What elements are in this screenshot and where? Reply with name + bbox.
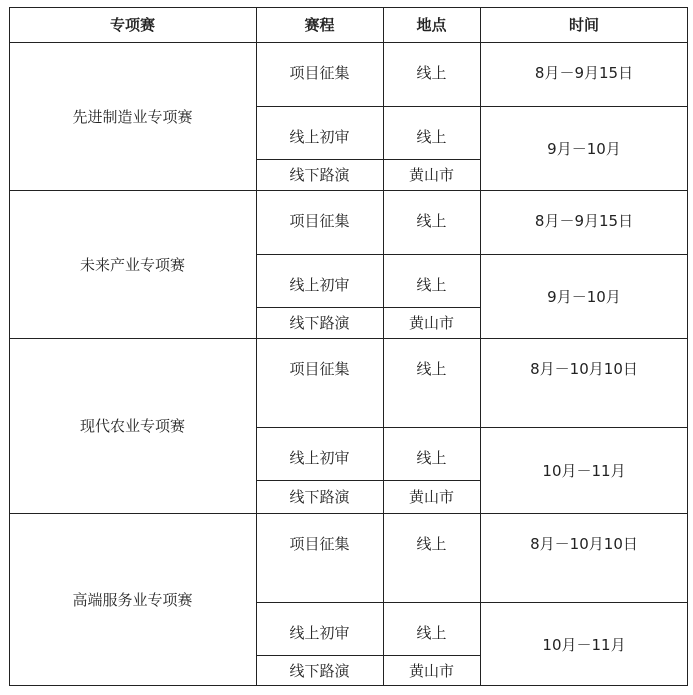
header-time: 时间 (568, 16, 599, 34)
stage-cell: 项目征集 (289, 64, 350, 82)
time-cell: 8月－9月15日 (534, 64, 634, 82)
header-category: 专项赛 (109, 16, 155, 34)
location-cell: 线上 (416, 360, 447, 378)
location-cell: 线上 (416, 276, 447, 294)
stage-cell: 线下路演 (289, 166, 350, 184)
location-cell: 黄山市 (408, 314, 454, 332)
location-cell: 线上 (416, 449, 447, 467)
location-cell: 线上 (416, 212, 447, 230)
location-cell: 线上 (416, 64, 447, 82)
category-name: 先进制造业专项赛 (72, 107, 193, 126)
stage-cell: 线下路演 (289, 314, 350, 332)
row-divider (256, 480, 480, 481)
row-divider (256, 159, 480, 160)
header-stage: 赛程 (304, 16, 335, 34)
row-divider (256, 655, 480, 656)
location-cell: 黄山市 (408, 662, 454, 680)
stage-cell: 项目征集 (289, 212, 350, 230)
location-cell: 黄山市 (408, 166, 454, 184)
stage-cell: 线下路演 (289, 662, 350, 680)
time-cell: 9月－10月 (547, 139, 621, 158)
category-name: 现代农业专项赛 (79, 417, 185, 435)
category-name: 高端服务业专项赛 (72, 591, 193, 609)
competition-schedule-table (9, 7, 688, 686)
stage-cell: 线上初审 (289, 449, 350, 467)
stage-cell: 线上初审 (289, 128, 350, 146)
time-cell: 10月－11月 (542, 461, 626, 480)
stage-cell: 项目征集 (289, 360, 350, 378)
header-location: 地点 (416, 16, 447, 34)
location-cell: 线上 (416, 128, 447, 146)
stage-cell: 线上初审 (289, 624, 350, 642)
location-cell: 黄山市 (408, 488, 454, 506)
stage-cell: 线下路演 (289, 488, 350, 506)
time-cell: 9月－10月 (547, 287, 621, 306)
time-cell: 8月－10月10日 (530, 535, 638, 553)
row-divider (256, 254, 688, 255)
table-top-border (9, 7, 688, 8)
time-cell: 8月－10月10日 (530, 360, 638, 378)
stage-cell: 线上初审 (289, 276, 350, 294)
location-cell: 线上 (416, 624, 447, 642)
stage-cell: 项目征集 (289, 535, 350, 553)
row-divider (256, 427, 688, 428)
row-divider (256, 307, 480, 308)
category-name: 未来产业专项赛 (79, 255, 185, 274)
row-divider (256, 602, 688, 603)
location-cell: 线上 (416, 535, 447, 553)
time-cell: 8月－9月15日 (534, 212, 634, 230)
row-divider (256, 106, 688, 107)
time-cell: 10月－11月 (542, 635, 626, 654)
